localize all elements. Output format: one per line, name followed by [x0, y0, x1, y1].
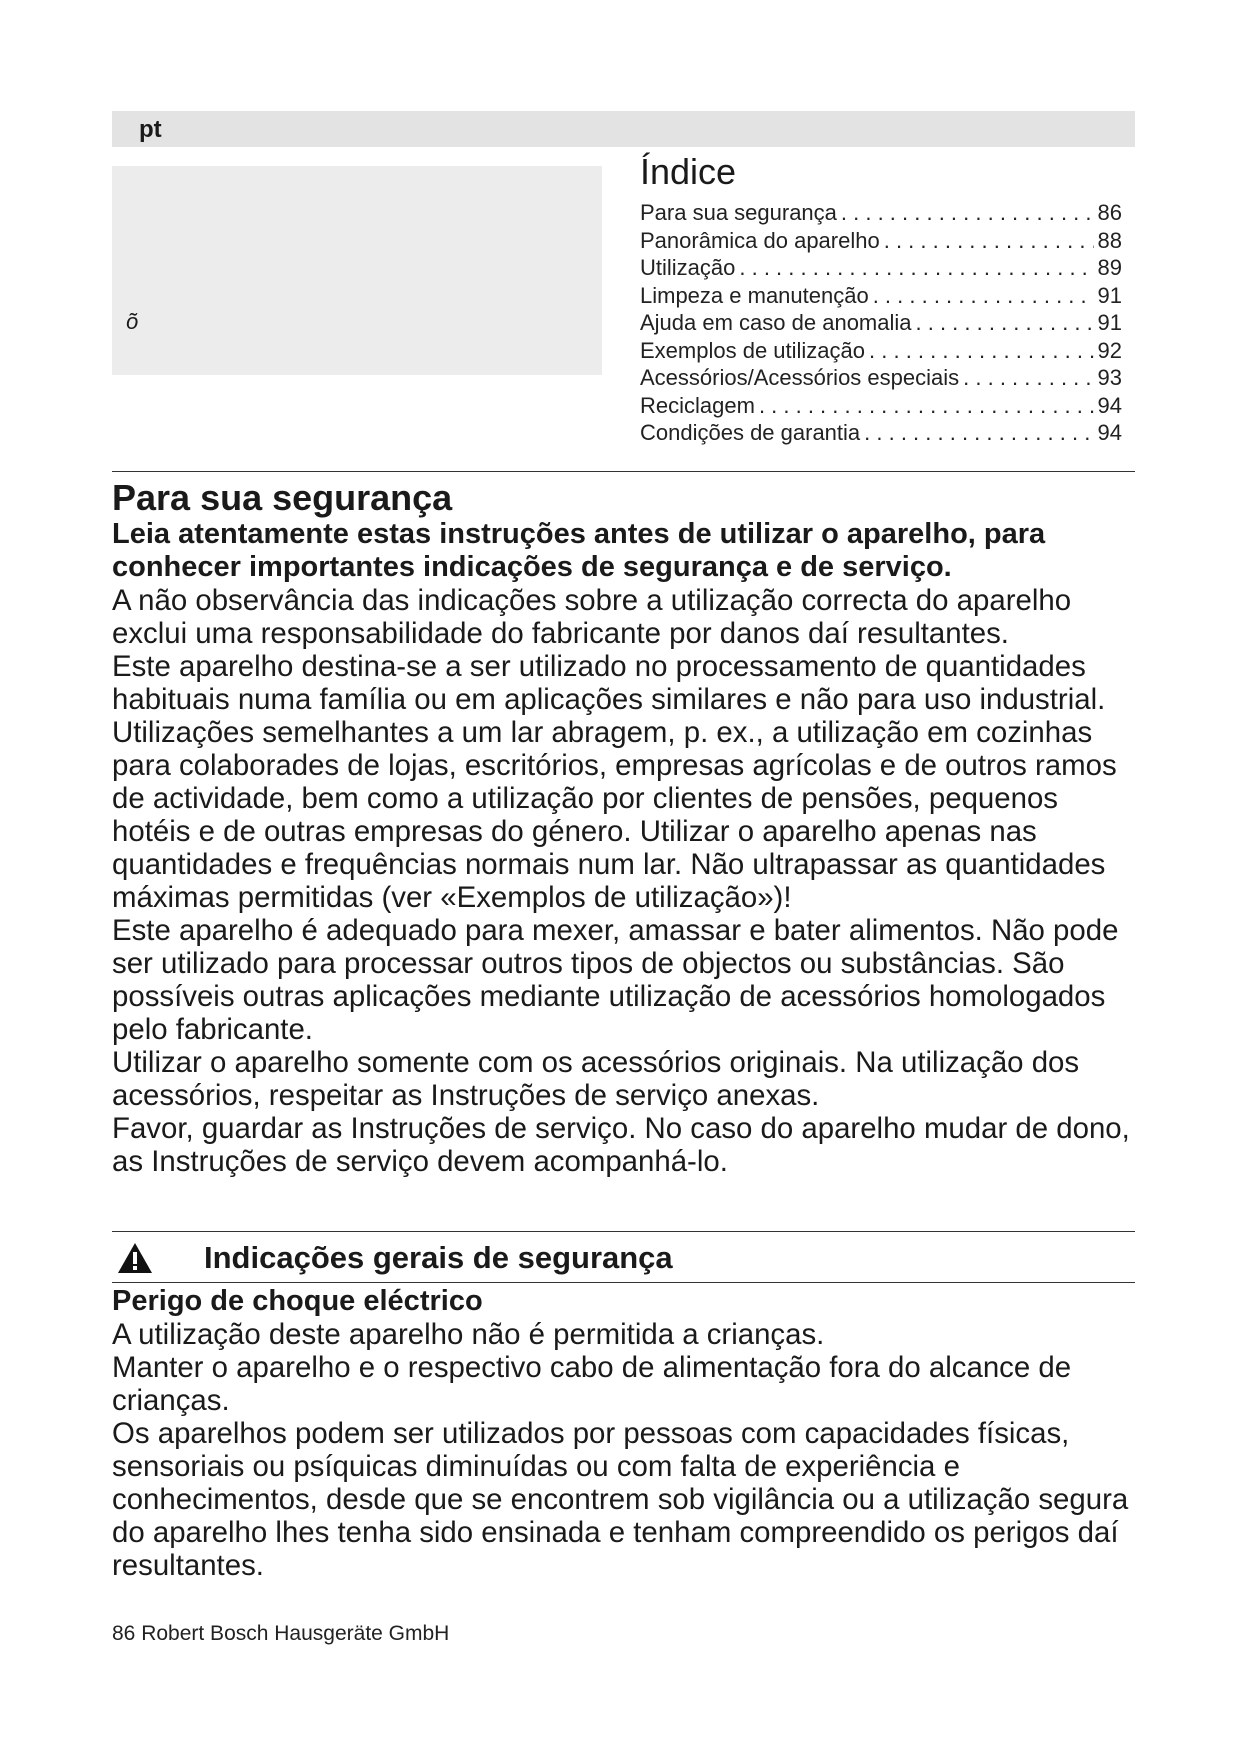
warning-triangle-icon — [116, 1241, 154, 1275]
body-paragraph: Este aparelho destina-se a ser utilizado no processamento de quantidades habituais numa família ou em aplicações similares e não para uso industrial. Utilizações semelhantes a um lar abragem, p. ex., a utilização em cozinhas para colaborades de lojas, escritórios, empresas agrícolas e de outros ramos de actividade, bem como a utilização por clientes de pensões, pequenos hotéis e de outras empresas do género. Utilizar o aparelho apenas nas quantidades e frequências normais num lar. Não ultrapassar as quantidades máximas permitidas (ver «Exemplos de utilização»)! — [112, 650, 1117, 914]
body-paragraph: Este aparelho é adequado para mexer, amassar e bater alimentos. Não pode ser utilizado para processar outros tipos de objectos ou substâncias. São possíveis outras aplicações mediante utilização de acessórios homologados pelo fabricante. — [112, 914, 1119, 1046]
toc-entry-page: 91 — [1097, 310, 1122, 336]
toc-entry-label: Acessórios/Acessórios especiais — [640, 365, 960, 391]
toc-entry-label: Limpeza e manutenção — [640, 282, 869, 308]
electric-shock-section — [112, 1285, 1142, 1582]
toc-entry-page: 94 — [1097, 392, 1122, 418]
body-paragraph: Os aparelhos podem ser utilizados por pessoas com capacidades físicas, sensoriais ou psíquicas diminuídas ou com falta de experiência e conhecimentos, desde que se encontrem sob vigilância ou a utilização segura do aparelho lhes tenha sido ensinada e tenham compreendido os perigos daí resultantes. — [112, 1417, 1129, 1582]
toc-entry-page: 91 — [1097, 282, 1122, 308]
toc-entry-page: 88 — [1097, 227, 1122, 253]
placeholder-char: õ — [126, 309, 139, 334]
toc-entry-label: Panorâmica do aparelho — [640, 227, 880, 253]
toc-entry[interactable] — [640, 254, 1122, 282]
section-divider — [112, 1231, 1135, 1232]
toc-entry[interactable] — [640, 392, 1122, 420]
toc-entry-label: Ajuda em caso de anomalia — [640, 310, 912, 336]
toc-entry-label: Reciclagem — [640, 392, 755, 418]
toc-leader — [873, 282, 1094, 310]
section-heading: Para sua segurança — [112, 477, 453, 518]
toc-entry[interactable] — [640, 309, 1122, 337]
subheading: Perigo de choque eléctrico — [112, 1285, 483, 1317]
general-safety-header — [112, 1234, 1135, 1282]
toc-leader — [841, 199, 1094, 227]
toc-leader — [884, 227, 1094, 255]
language-bar — [112, 111, 1135, 147]
body-paragraph: Utilizar o aparelho somente com os acessórios originais. Na utilização dos acessórios, respeitar as Instruções de serviço anexas. — [112, 1046, 1080, 1112]
page-footer: 86 Robert Bosch Hausgeräte GmbH — [112, 1622, 450, 1645]
toc-leader — [739, 254, 1093, 282]
general-safety-heading: Indicações gerais de segurança — [204, 1240, 673, 1275]
toc-entry[interactable] — [640, 227, 1122, 255]
toc-entry[interactable] — [640, 419, 1122, 447]
toc-entry-page: 94 — [1097, 420, 1122, 446]
toc-entry-label: Condições de garantia — [640, 420, 861, 446]
toc-leader — [916, 309, 1094, 337]
table-of-contents — [640, 150, 1122, 447]
body-paragraph: A utilização deste aparelho não é permitida a crianças. — [112, 1318, 825, 1351]
section-divider — [112, 471, 1135, 472]
toc-entry-page: 93 — [1097, 365, 1122, 391]
toc-entry[interactable] — [640, 337, 1122, 365]
toc-entry[interactable] — [640, 199, 1122, 227]
toc-entry-page: 92 — [1097, 337, 1122, 363]
placeholder-box — [112, 166, 602, 375]
toc-entry-label: Exemplos de utilização — [640, 337, 866, 363]
toc-entry[interactable] — [640, 282, 1122, 310]
toc-leader — [869, 337, 1094, 365]
toc-title: Índice — [640, 151, 737, 192]
language-label: pt — [139, 116, 162, 143]
safety-section — [112, 478, 1142, 1178]
section-divider — [112, 1282, 1135, 1283]
toc-entry-label: Utilização — [640, 255, 736, 281]
body-paragraph: A não observância das indicações sobre a utilização correcta do aparelho exclui uma responsabilidade do fabricante por danos daí resultantes. — [112, 584, 1072, 650]
toc-entry[interactable] — [640, 364, 1122, 392]
toc-leader — [759, 392, 1094, 420]
toc-entry-page: 86 — [1097, 200, 1122, 226]
toc-entry-label: Para sua segurança — [640, 200, 837, 226]
lead-paragraph: Leia atentamente estas instruções antes de utilizar o aparelho, para conhecer importantes indicações de segurança e de serviço. — [112, 518, 1046, 583]
body-paragraph: Manter o aparelho e o respectivo cabo de alimentação fora do alcance de crianças. — [112, 1351, 1072, 1417]
toc-entry-page: 89 — [1097, 255, 1122, 281]
body-paragraph: Favor, guardar as Instruções de serviço. No caso do aparelho mudar de dono, as Instruções de serviço devem acompanhá-lo. — [112, 1112, 1130, 1178]
toc-leader — [864, 419, 1093, 447]
toc-leader — [963, 364, 1093, 392]
